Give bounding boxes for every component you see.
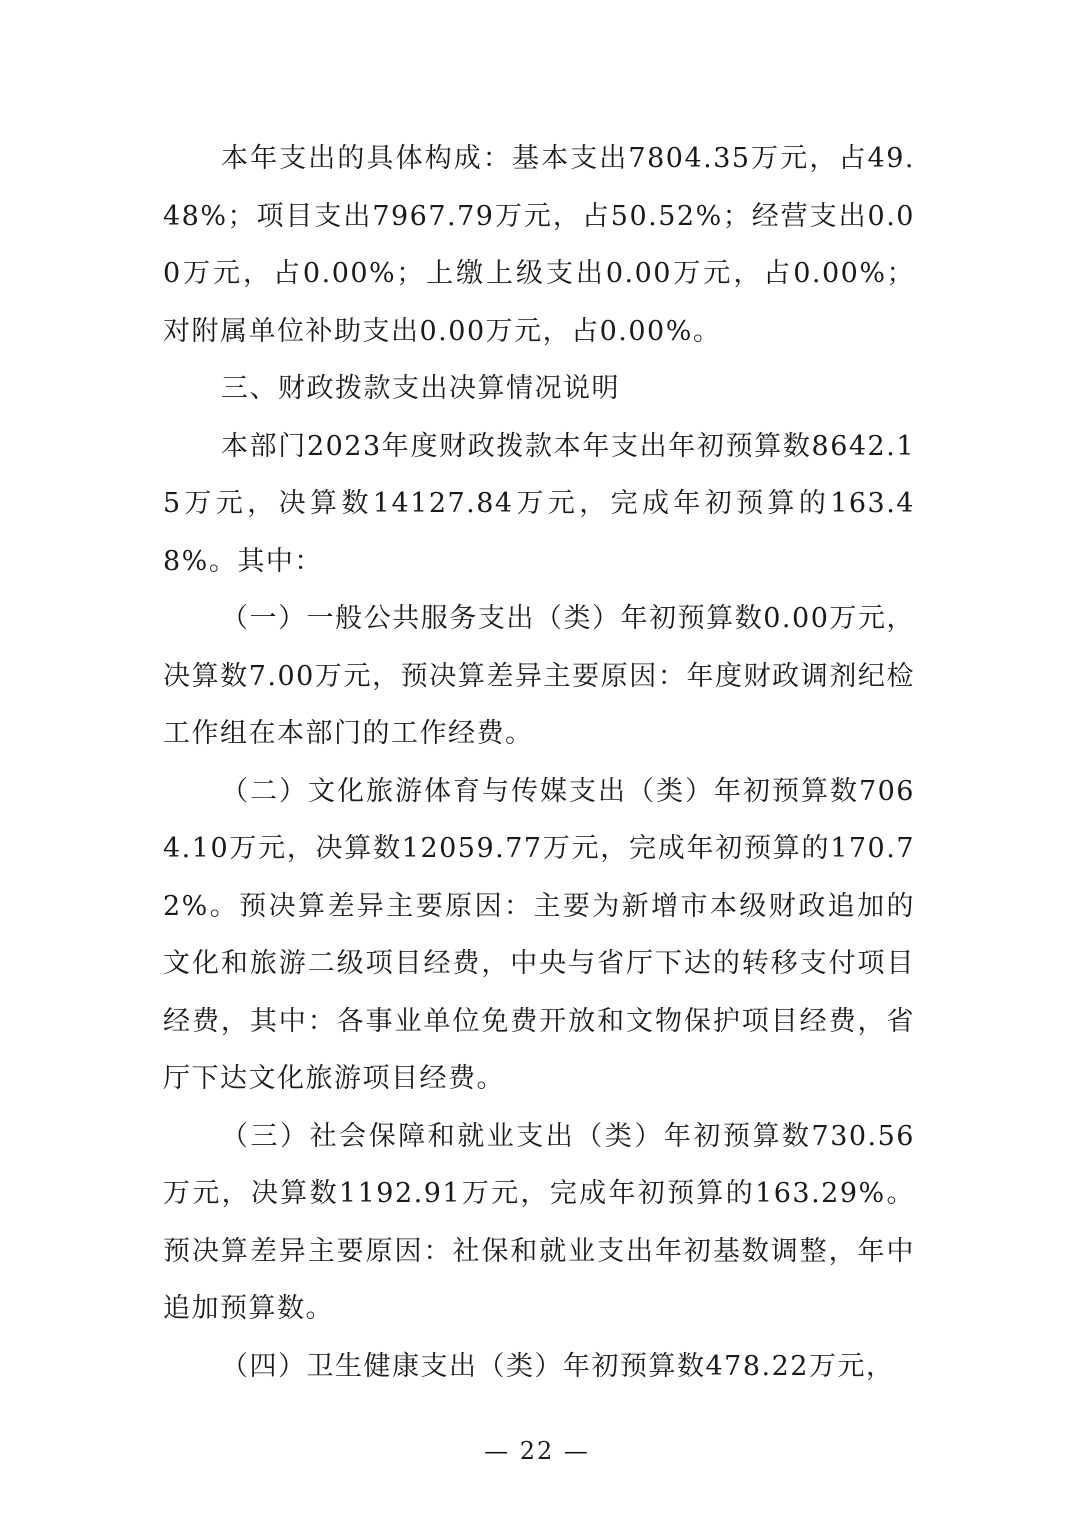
fiscal-appropriation-summary-paragraph: 本部门2023年度财政拨款本年支出年初预算数8642.15万元，决算数14127.84万元，完成年初预算的163.48%。其中： <box>163 430 915 577</box>
document-body <box>163 130 915 1395</box>
expenditure-composition-paragraph: 本年支出的具体构成：基本支出7804.35万元，占49.48%；项目支出7967.79万元，占50.52%；经营支出0.00万元，占0.00%；上缴上级支出0.00万元，占0.00%；对附属单位补助支出0.00万元，占0.00%。 <box>163 143 915 347</box>
general-public-services-paragraph: （一）一般公共服务支出（类）年初预算数0.00万元，决算数7.00万元，预决算差异主要原因：年度财政调剂纪检工作组在本部门的工作经费。 <box>163 603 915 749</box>
culture-tourism-paragraph: （二）文化旅游体育与传媒支出（类）年初预算数7064.10万元，决算数12059.77万元，完成年初预算的170.72%。预决算差异主要原因：主要为新增市本级财政追加的文化和旅游二级项目经费，中央与省厅下达的转移支付项目经费，其中：各事业单位免费开放和文物保护项目经费，省厅下达文化旅游项目经费。 <box>163 775 915 1094</box>
health-paragraph: （四）卫生健康支出（类）年初预算数478.22万元， <box>221 1350 895 1382</box>
page-number: — 22 — <box>484 1437 590 1465</box>
social-security-paragraph: （三）社会保障和就业支出（类）年初预算数730.56万元，决算数1192.91万元，完成年初预算的163.29%。预决算差异主要原因：社保和就业支出年初基数调整，年中追加预算数。 <box>163 1120 915 1324</box>
section-heading: 三、财政拨款支出决算情况说明 <box>221 373 620 404</box>
